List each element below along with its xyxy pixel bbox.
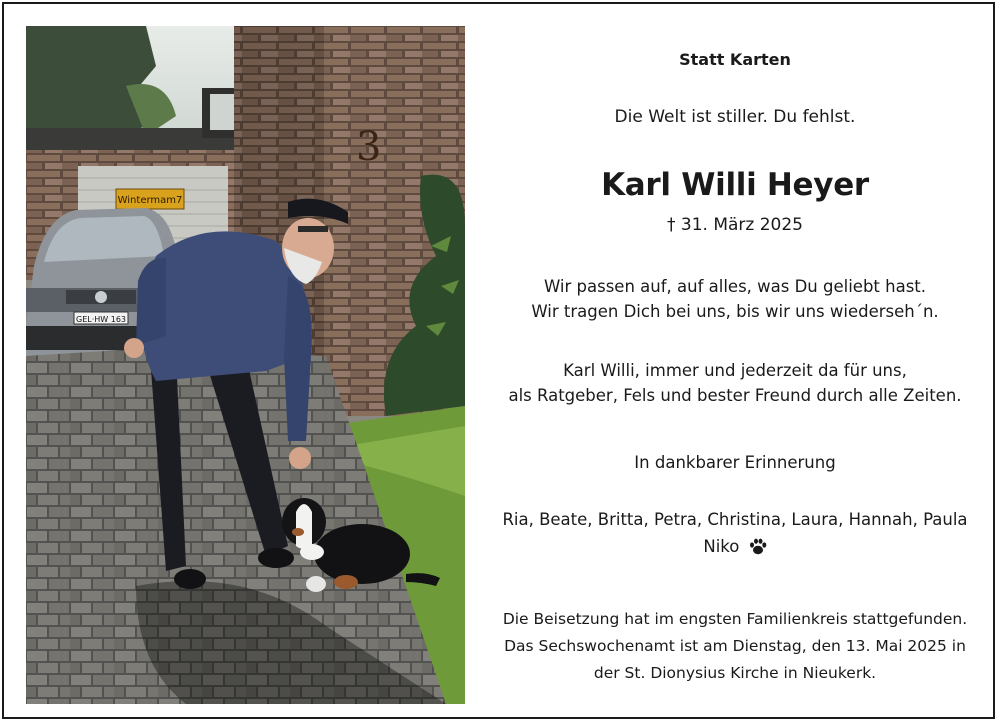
verse-line-2: Wir tragen Dich bei uns, bis wir uns wiederseh´n. [531, 302, 939, 321]
remembrance: In dankbarer Erinnerung [634, 453, 836, 472]
deceased-name: Karl Willi Heyer [601, 167, 869, 203]
paw-icon [749, 538, 767, 559]
garage-sign: Wintermam7 [117, 195, 183, 206]
verse-line-1: Wir passen auf, auf alles, was Du geliebt hast. [543, 277, 927, 296]
notice-header: Statt Karten [679, 50, 791, 69]
motto: Die Welt ist stiller. Du fehlst. [614, 107, 856, 127]
pet-line [474, 537, 996, 559]
tribute-line-1: Karl Willi, immer und jederzeit da für uns, [563, 361, 907, 380]
obituary-text [474, 4, 996, 724]
tribute-line-2: als Ratgeber, Fels und bester Freund durch alle Zeiten. [508, 386, 962, 405]
memorial-photo [26, 26, 465, 704]
funeral-info-line-1: Die Beisetzung hat im engsten Familienkreis stattgefunden. [502, 610, 968, 628]
death-date: † 31. März 2025 [666, 215, 803, 235]
license-plate: GEL·HW 163 [76, 315, 126, 324]
house-number: 3 [356, 124, 382, 170]
funeral-info-line-2: Das Sechswochenamt ist am Dienstag, den 13. Mai 2025 in [504, 637, 966, 655]
funeral-info-line-3: der St. Dionysius Kirche in Nieukerk. [593, 664, 877, 682]
pet-name: Niko [703, 537, 740, 556]
obituary-frame [2, 2, 995, 719]
mourner-names: Ria, Beate, Britta, Petra, Christina, Laura, Hannah, Paula [502, 510, 968, 529]
